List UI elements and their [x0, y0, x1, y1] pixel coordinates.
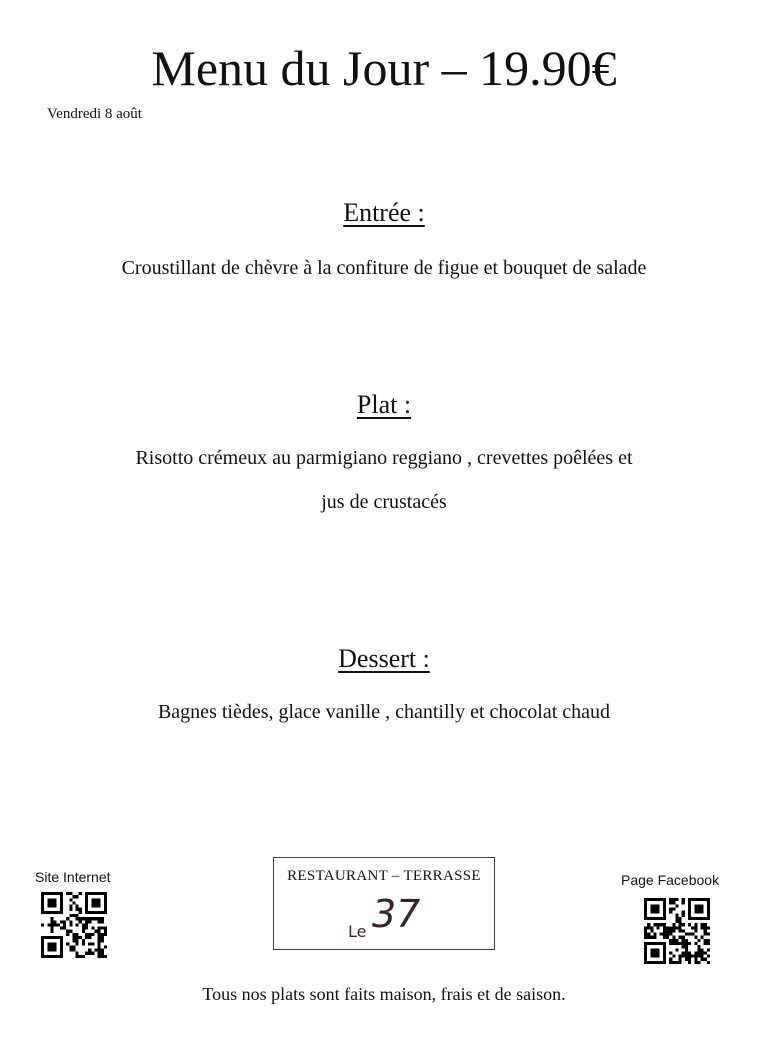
- facebook-qr-code-icon[interactable]: [644, 898, 710, 964]
- entree-heading-text: Entrée :: [343, 198, 425, 227]
- menu-title: Menu du Jour – 19.90€: [151, 40, 617, 96]
- plat-dish: [0, 436, 768, 524]
- dessert-heading-text: Dessert :: [338, 644, 430, 673]
- logo-number: 37: [372, 892, 421, 936]
- plat-dish-line-1: Risotto crémeux au parmigiano reggiano , crevettes poêlées et: [135, 447, 633, 469]
- section-heading-plat: [0, 390, 768, 420]
- menu-date: Vendredi 8 août: [47, 106, 142, 122]
- section-heading-entree: [0, 198, 768, 228]
- plat-heading-text: Plat :: [356, 390, 412, 419]
- section-heading-dessert: [0, 644, 768, 674]
- logo-prefix: Le: [348, 922, 367, 941]
- site-qr-label: Site Internet: [35, 869, 111, 885]
- facebook-qr-label: Page Facebook: [621, 872, 720, 888]
- plat-dish-line-2: jus de crustacés: [321, 491, 447, 513]
- site-qr-code-icon[interactable]: [41, 892, 107, 958]
- footer-note: Tous nos plats sont faits maison, frais et de saison.: [202, 984, 566, 1004]
- restaurant-logo: [273, 857, 495, 950]
- dessert-dish: Bagnes tièdes, glace vanille , chantilly et chocolat chaud: [157, 701, 611, 723]
- entree-dish: Croustillant de chèvre à la confiture de figue et bouquet de salade: [121, 257, 647, 279]
- logo-tagline: RESTAURANT – TERRASSE: [287, 868, 481, 884]
